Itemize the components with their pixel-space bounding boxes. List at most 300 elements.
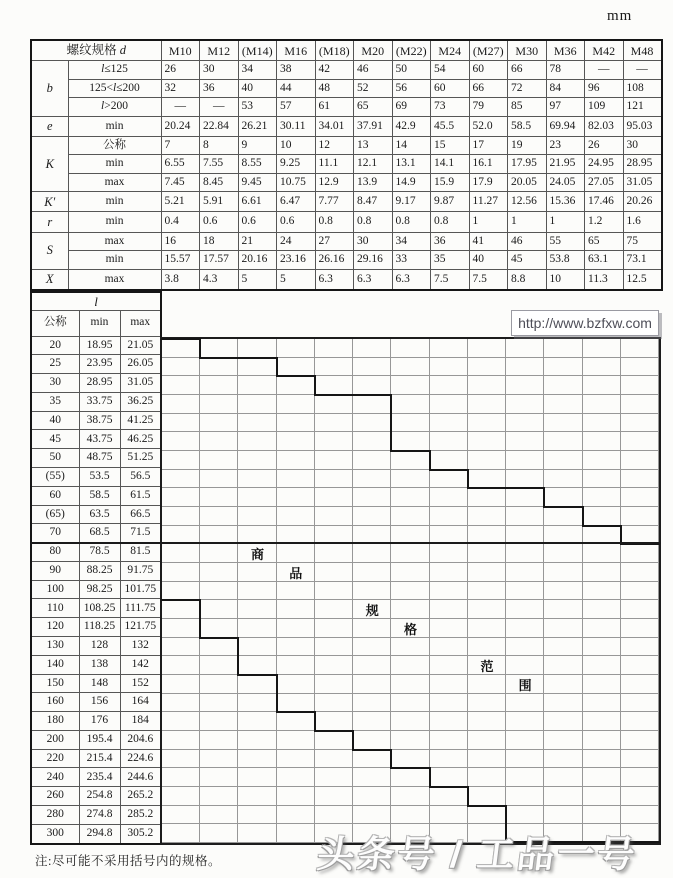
value-cell: 14.9 — [392, 173, 431, 192]
grid-cell — [391, 488, 429, 507]
length-row-cell: 36.25 — [120, 392, 161, 411]
grid-cell — [277, 768, 315, 787]
grid-cell — [353, 414, 391, 433]
value-cell: 12.5 — [623, 269, 662, 290]
grid-cell — [200, 638, 238, 657]
grid-cell — [315, 750, 353, 769]
grid-cell — [277, 582, 315, 601]
grid-cell — [391, 395, 429, 414]
grid-cell — [277, 638, 315, 657]
range-boundary-line — [352, 394, 392, 396]
column-header-cell: (M27) — [469, 40, 508, 61]
grid-cell — [200, 563, 238, 582]
grid-cell — [391, 582, 429, 601]
range-boundary-line — [543, 487, 545, 508]
value-cell: 30 — [623, 136, 662, 155]
length-row-cell: 121.75 — [120, 618, 161, 637]
length-row — [31, 618, 161, 637]
grid-cell — [430, 600, 468, 619]
grid-cell — [353, 619, 391, 638]
length-row-cell: 81.5 — [120, 543, 161, 562]
grid-cell — [583, 787, 621, 806]
grid-cell — [468, 712, 506, 731]
sub-label-cell: max — [68, 232, 161, 251]
grid-cell — [621, 750, 659, 769]
grid-cell — [468, 768, 506, 787]
sub-label-cell: min — [68, 251, 161, 270]
range-label-char: 格 — [403, 621, 417, 637]
length-row-cell: 138 — [79, 655, 120, 674]
grid-cell — [506, 638, 544, 657]
grid-cell — [544, 395, 582, 414]
length-row-cell: 68.5 — [79, 524, 120, 543]
grid-cell — [277, 750, 315, 769]
grid-cell — [238, 432, 276, 451]
grid-cell — [200, 451, 238, 470]
length-row-cell: 78.5 — [79, 543, 120, 562]
length-row — [31, 336, 161, 355]
grid-cell — [238, 656, 276, 675]
value-cell: 7.77 — [315, 192, 354, 212]
grid-cell — [621, 768, 659, 787]
grid-cell — [277, 358, 315, 377]
grid-cell — [391, 470, 429, 489]
value-cell: 34 — [392, 232, 431, 251]
grid-cell — [506, 712, 544, 731]
grid-cell — [315, 470, 353, 489]
grid-cell — [353, 563, 391, 582]
grid-cell — [430, 376, 468, 395]
value-cell: 27.05 — [585, 173, 624, 192]
grid-cell — [238, 414, 276, 433]
grid-cell — [277, 488, 315, 507]
grid-cell — [583, 694, 621, 713]
length-row-cell: 46.25 — [120, 430, 161, 449]
value-cell: 17.9 — [469, 173, 508, 192]
grid-cell — [353, 768, 391, 787]
grid-cell — [506, 600, 544, 619]
grid-cell — [277, 619, 315, 638]
range-boundary-line — [161, 599, 201, 601]
length-row-cell: 80 — [31, 543, 79, 562]
value-cell: 109 — [585, 98, 624, 117]
grid-cell — [200, 358, 238, 377]
grid-cell — [430, 675, 468, 694]
value-cell: 12 — [315, 136, 354, 155]
grid-cell — [162, 432, 200, 451]
grid-cell — [353, 656, 391, 675]
value-cell: 58.5 — [508, 116, 547, 136]
length-row-cell: 91.75 — [120, 561, 161, 580]
grid-cell — [468, 414, 506, 433]
value-cell: 0.6 — [277, 212, 316, 232]
length-row-cell: 26.05 — [120, 355, 161, 374]
thread-spec-table — [30, 39, 663, 291]
grid-cell — [583, 768, 621, 787]
value-cell: 1 — [469, 212, 508, 232]
grid-cell — [506, 358, 544, 377]
length-row — [31, 392, 161, 411]
length-row-cell: 148 — [79, 674, 120, 693]
value-cell: 60 — [469, 61, 508, 80]
value-cell: 11.3 — [585, 269, 624, 290]
grid-cell — [621, 619, 659, 638]
grid-cell — [544, 712, 582, 731]
group-label-cell: K — [31, 136, 68, 192]
range-boundary-line — [314, 730, 354, 732]
grid-cell — [162, 712, 200, 731]
value-cell: 54 — [431, 61, 470, 80]
value-cell: 14.1 — [431, 155, 470, 174]
value-cell: 0.6 — [200, 212, 239, 232]
grid-cell — [621, 507, 659, 526]
length-row — [31, 524, 161, 543]
length-row-cell: 160 — [31, 693, 79, 712]
grid-cell — [583, 638, 621, 657]
grid-cell — [468, 787, 506, 806]
length-row-cell: 90 — [31, 561, 79, 580]
length-row — [31, 599, 161, 618]
value-cell: 52.0 — [469, 116, 508, 136]
grid-cell — [277, 600, 315, 619]
value-cell: 50 — [392, 61, 431, 80]
column-header-cell: (M22) — [392, 40, 431, 61]
length-row-cell: 98.25 — [79, 580, 120, 599]
grid-cell — [238, 582, 276, 601]
grid-cell — [238, 787, 276, 806]
grid-cell — [353, 712, 391, 731]
bzfxw-watermark — [511, 310, 659, 336]
value-cell: 65 — [354, 98, 393, 117]
column-header-cell: M24 — [431, 40, 470, 61]
grid-cell — [162, 582, 200, 601]
grid-cell — [162, 694, 200, 713]
grid-cell — [544, 451, 582, 470]
range-boundary-line — [429, 786, 469, 788]
value-cell: 1.2 — [585, 212, 624, 232]
value-cell: — — [161, 98, 200, 117]
length-row-cell: 70 — [31, 524, 79, 543]
length-row — [31, 637, 161, 656]
range-boundary-line — [467, 469, 469, 490]
range-boundary-line — [505, 487, 545, 489]
value-cell: 32 — [161, 79, 200, 98]
value-cell: — — [623, 61, 662, 80]
grid-cell — [200, 619, 238, 638]
value-cell: 0.8 — [315, 212, 354, 232]
length-row — [31, 486, 161, 505]
length-row-cell: 224.6 — [120, 749, 161, 768]
group-label-cell: e — [31, 116, 68, 136]
grid-cell — [621, 395, 659, 414]
length-row-cell: 38.75 — [79, 411, 120, 430]
grid-cell — [315, 376, 353, 395]
grid-cell — [544, 600, 582, 619]
length-row — [31, 374, 161, 393]
length-row — [31, 806, 161, 825]
grid-cell — [468, 339, 506, 358]
grid-cell — [468, 451, 506, 470]
grid-cell — [238, 806, 276, 825]
range-label-char: 规 — [365, 603, 379, 619]
grid-cell — [621, 563, 659, 582]
grid-cell — [315, 656, 353, 675]
value-cell: 8 — [200, 136, 239, 155]
grid-cell — [238, 675, 276, 694]
grid-cell — [353, 488, 391, 507]
grid-cell — [468, 563, 506, 582]
grid-cell — [621, 675, 659, 694]
grid-cell — [200, 582, 238, 601]
grid-cell — [315, 712, 353, 731]
grid-cell — [391, 750, 429, 769]
grid-cell — [506, 731, 544, 750]
grid-cell — [544, 694, 582, 713]
grid-cell — [468, 488, 506, 507]
grid-cell — [315, 787, 353, 806]
value-cell: 7 — [161, 136, 200, 155]
length-row-cell: 156 — [79, 693, 120, 712]
length-row-cell: 108.25 — [79, 599, 120, 618]
length-row-cell: 118.25 — [79, 618, 120, 637]
length-row-cell: 51.25 — [120, 449, 161, 468]
value-cell: 42.9 — [392, 116, 431, 136]
grid-cell — [277, 451, 315, 470]
range-boundary-line — [237, 674, 277, 676]
unit-label: mm — [607, 8, 633, 24]
grid-cell — [468, 358, 506, 377]
value-cell: 30 — [200, 61, 239, 80]
grid-cell — [277, 339, 315, 358]
value-cell: 5.91 — [200, 192, 239, 212]
grid-cell — [506, 563, 544, 582]
length-row — [31, 505, 161, 524]
grid-cell — [353, 750, 391, 769]
value-cell: 66 — [469, 79, 508, 98]
grid-cell — [583, 563, 621, 582]
value-cell: 17.57 — [200, 251, 239, 270]
length-row-cell: 43.75 — [79, 430, 120, 449]
grid-cell — [583, 432, 621, 451]
grid-cell — [391, 358, 429, 377]
length-row-cell: 176 — [79, 712, 120, 731]
length-row — [31, 674, 161, 693]
value-cell: 26.21 — [238, 116, 277, 136]
grid-cell — [353, 806, 391, 825]
value-cell: 14 — [392, 136, 431, 155]
value-cell: 15 — [431, 136, 470, 155]
value-cell: 28.95 — [623, 155, 662, 174]
group-label-cell: r — [31, 212, 68, 232]
length-row-cell: 164 — [120, 693, 161, 712]
grid-cell — [506, 694, 544, 713]
value-cell: 9 — [238, 136, 277, 155]
value-cell: 108 — [623, 79, 662, 98]
sub-label-cell: 125<l≤200 — [68, 79, 161, 98]
grid-cell — [162, 619, 200, 638]
length-row-cell: 28.95 — [79, 374, 120, 393]
length-row — [31, 355, 161, 374]
grid-cell — [162, 451, 200, 470]
grid-cell — [621, 339, 659, 358]
value-cell: 17 — [469, 136, 508, 155]
grid-cell — [200, 731, 238, 750]
value-cell: 16.1 — [469, 155, 508, 174]
value-cell: 5.21 — [161, 192, 200, 212]
grid-cell — [200, 824, 238, 843]
grid-cell — [238, 376, 276, 395]
grid-cell — [391, 432, 429, 451]
grid-cell — [430, 656, 468, 675]
grid-cell — [506, 656, 544, 675]
grid-cell — [277, 544, 315, 563]
value-cell: 9.87 — [431, 192, 470, 212]
value-cell: 9.25 — [277, 155, 316, 174]
range-boundary-line — [429, 767, 431, 788]
range-label-char: 品 — [289, 565, 303, 581]
value-cell: 121 — [623, 98, 662, 117]
grid-cell — [391, 806, 429, 825]
grid-cell — [430, 768, 468, 787]
sub-label-cell: min — [68, 212, 161, 232]
grid-cell — [506, 507, 544, 526]
range-boundary-line — [582, 525, 622, 527]
grid-cell — [430, 582, 468, 601]
value-cell: 48 — [315, 79, 354, 98]
range-boundary-line — [582, 506, 584, 527]
value-cell: 6.55 — [161, 155, 200, 174]
length-row-cell: 204.6 — [120, 730, 161, 749]
value-cell: 24.95 — [585, 155, 624, 174]
length-row-cell: 31.05 — [120, 374, 161, 393]
value-cell: 78 — [546, 61, 585, 80]
value-cell: 46 — [354, 61, 393, 80]
grid-cell — [391, 675, 429, 694]
value-cell: 73 — [431, 98, 470, 117]
value-cell: 7.5 — [469, 269, 508, 290]
length-row-cell: 280 — [31, 806, 79, 825]
grid-cell — [391, 563, 429, 582]
grid-cell — [162, 544, 200, 563]
grid-cell — [506, 414, 544, 433]
grid-cell — [391, 731, 429, 750]
group-label-cell: S — [31, 232, 68, 269]
grid-cell — [583, 376, 621, 395]
grid-cell — [353, 395, 391, 414]
length-row-cell: 300 — [31, 824, 79, 844]
grid-cell — [200, 768, 238, 787]
grid-cell — [544, 582, 582, 601]
range-boundary-line — [161, 338, 201, 340]
value-cell: 79 — [469, 98, 508, 117]
range-boundary-line — [314, 394, 354, 396]
value-cell: 34.01 — [315, 116, 354, 136]
grid-cell — [315, 768, 353, 787]
length-row-cell: 220 — [31, 749, 79, 768]
grid-cell — [391, 544, 429, 563]
grid-cell — [583, 395, 621, 414]
grid-cell — [506, 582, 544, 601]
length-row-cell: 35 — [31, 392, 79, 411]
length-row-cell: 152 — [120, 674, 161, 693]
grid-cell — [621, 731, 659, 750]
grid-cell — [315, 563, 353, 582]
length-row-cell: 23.95 — [79, 355, 120, 374]
grid-cell — [238, 731, 276, 750]
grid-cell — [353, 507, 391, 526]
range-boundary-line — [467, 487, 507, 489]
grid-cell — [238, 339, 276, 358]
value-cell: 6.3 — [315, 269, 354, 290]
grid-cell — [468, 395, 506, 414]
grid-cell — [315, 544, 353, 563]
length-row-cell: 66.5 — [120, 505, 161, 524]
length-row-cell: 45 — [31, 430, 79, 449]
sub-label-cell: min — [68, 155, 161, 174]
length-row-cell: 244.6 — [120, 768, 161, 787]
length-row — [31, 430, 161, 449]
value-cell: 6.47 — [277, 192, 316, 212]
grid-cell — [544, 470, 582, 489]
column-header-cell: M48 — [623, 40, 662, 61]
group-label-cell: X — [31, 269, 68, 290]
sub-label-cell: max — [68, 173, 161, 192]
grid-cell — [583, 731, 621, 750]
grid-cell — [200, 507, 238, 526]
grid-cell — [162, 806, 200, 825]
value-cell: 12.9 — [315, 173, 354, 192]
grid-cell — [430, 339, 468, 358]
grid-cell — [238, 395, 276, 414]
value-cell: 17.46 — [585, 192, 624, 212]
value-cell: 8.55 — [238, 155, 277, 174]
grid-cell — [430, 563, 468, 582]
grid-cell — [468, 507, 506, 526]
value-cell: 57 — [277, 98, 316, 117]
value-cell: 1 — [508, 212, 547, 232]
value-cell: 97 — [546, 98, 585, 117]
grid-cell — [315, 806, 353, 825]
column-header-cell: M12 — [200, 40, 239, 61]
grid-cell — [315, 432, 353, 451]
length-row-cell: 48.75 — [79, 449, 120, 468]
value-cell: 46 — [508, 232, 547, 251]
grid-cell — [544, 488, 582, 507]
grid-cell — [162, 638, 200, 657]
range-boundary-line — [276, 674, 278, 713]
grid-cell — [277, 806, 315, 825]
grid-cell — [544, 656, 582, 675]
value-cell: 45 — [508, 251, 547, 270]
grid-cell — [162, 750, 200, 769]
length-row — [31, 411, 161, 430]
grid-cell — [391, 638, 429, 657]
length-row — [31, 561, 161, 580]
column-header-cell: M36 — [546, 40, 585, 61]
grid-cell — [200, 787, 238, 806]
grid-cell — [162, 656, 200, 675]
range-boundary-line — [429, 469, 469, 471]
length-row — [31, 467, 161, 486]
length-row-cell: 215.4 — [79, 749, 120, 768]
grid-cell — [621, 806, 659, 825]
range-boundary-line — [467, 786, 469, 807]
value-cell: 34 — [238, 61, 277, 80]
value-cell: 26 — [161, 61, 200, 80]
length-table — [30, 291, 162, 845]
grid-cell — [544, 339, 582, 358]
grid-cell — [277, 507, 315, 526]
